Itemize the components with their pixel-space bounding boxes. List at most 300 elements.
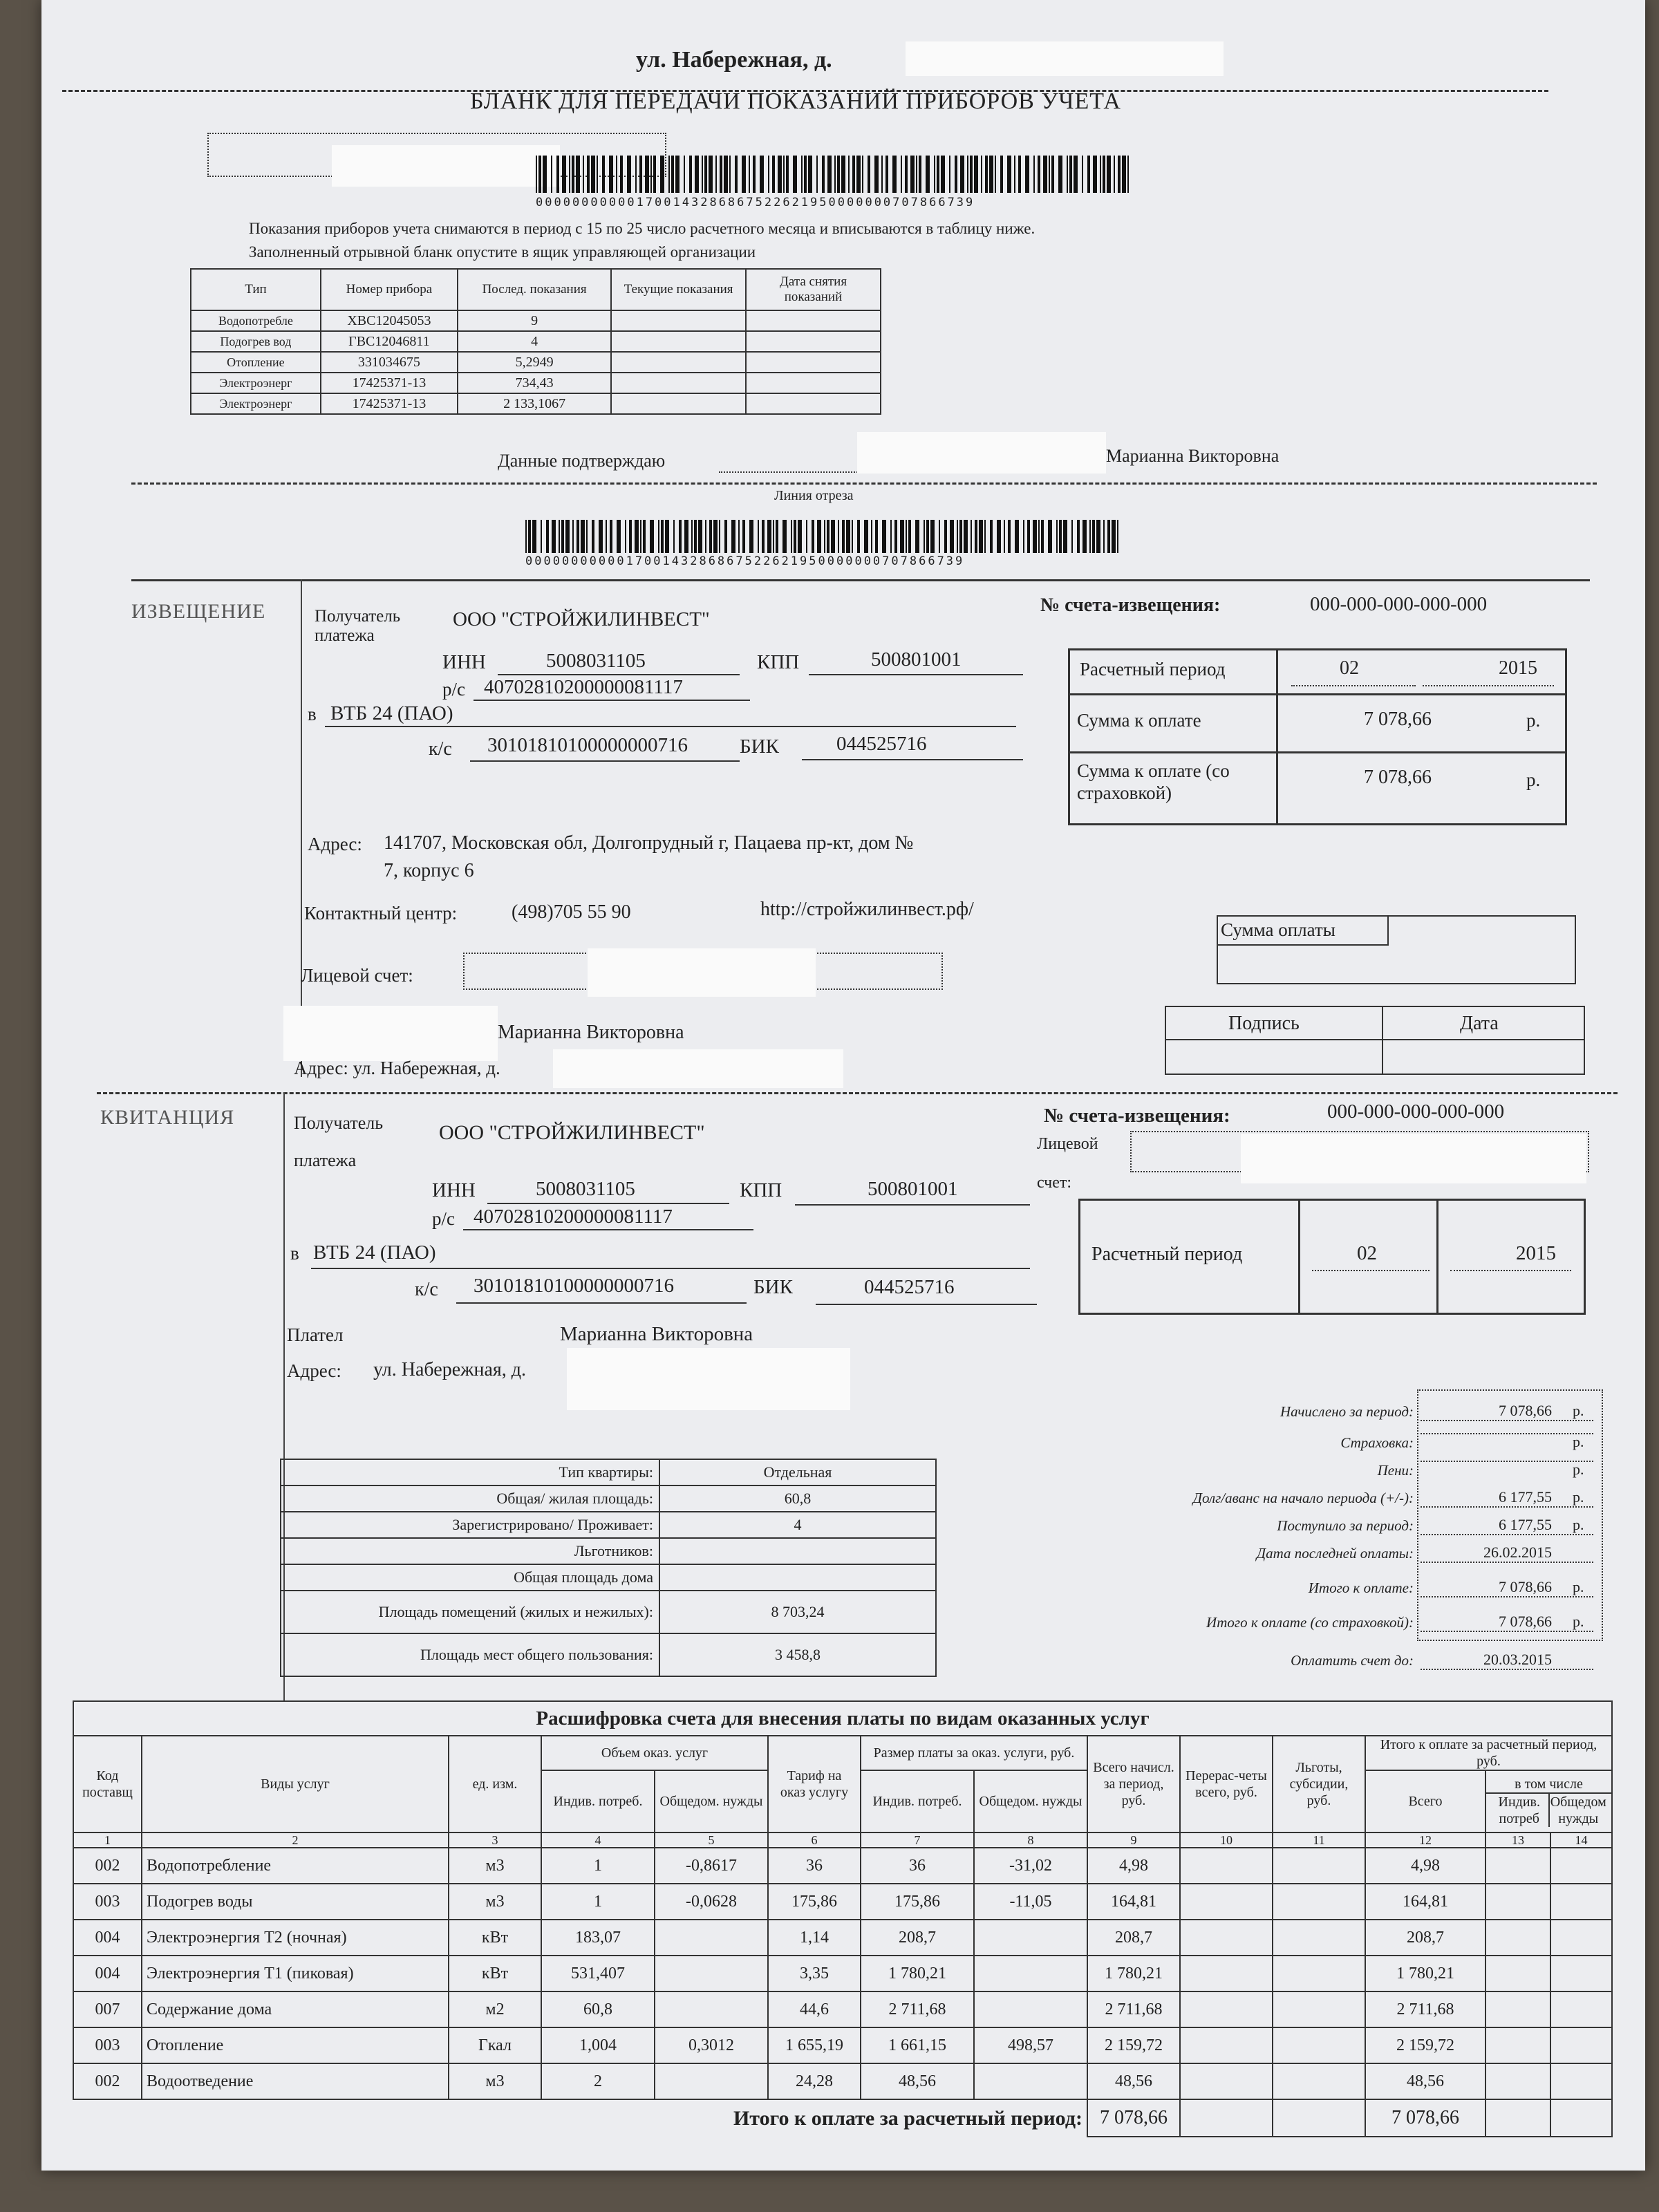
service-name: Отопление [142,2027,449,2063]
notice-rs-label: р/с [442,679,465,700]
service-cell [974,1956,1087,1991]
meter-input-cell[interactable] [746,393,881,414]
accrual-label: Оплатить счет до: [1291,1652,1414,1669]
h-benefit: Льготы, субсидии, руб. [1273,1736,1365,1833]
flat-info-value: 8 703,24 [659,1591,936,1633]
receipt-recipient-label-2: платежа [294,1150,357,1170]
accrual-label: Дата последней оплаты: [1256,1545,1414,1562]
meter-input-cell[interactable] [746,331,881,352]
column-number: 14 [1550,1833,1612,1848]
service-cell: 1 [541,1848,655,1884]
notice-website[interactable]: http://стройжилинвест.рф/ [760,899,974,920]
signature-field[interactable] [1168,1040,1379,1071]
column-number: 8 [974,1833,1087,1848]
service-cell [1180,2027,1273,2063]
accrual-label: Итого к оплате (со страховкой): [1206,1614,1414,1631]
services-title: Расшифровка счета для внесения платы по видам оказанных услуг [73,1701,1612,1736]
date-field[interactable] [1385,1040,1581,1071]
notice-top-border [131,579,1590,581]
receipt-cut-line [97,1092,1618,1094]
barcode-number-middle: 000000000001700143286867522621950000000707866739 [525,554,965,568]
service-cell [1550,1956,1612,1991]
service-cell: 2 711,68 [1365,1991,1485,2027]
meter-input-cell[interactable] [746,352,881,373]
service-cell: м2 [449,1991,541,2027]
meters-header-current: Текущие показания [611,269,746,310]
service-cell: 2 711,68 [1087,1991,1180,2027]
flat-info-row [281,1564,936,1591]
notice-kpp: 500801001 [871,648,962,671]
notice-inn: 5008031105 [546,650,646,672]
redacted-personal-account [588,948,816,997]
accrual-label: Пени: [1377,1462,1414,1479]
flat-info-value [659,1564,936,1591]
meter-cell: 9 [458,310,611,331]
notice-period-month: 02 [1340,657,1359,679]
service-cell [974,1991,1087,2027]
accrual-value: 26.02.2015 [1421,1544,1593,1563]
service-cell [1180,1991,1273,2027]
receipt-recipient: ООО "СТРОЙЖИЛИНВЕСТ" [439,1121,705,1144]
notice-period-year-line [1423,685,1554,686]
h-pay: Размер платы за оказ. услуги, руб. [861,1736,1087,1770]
flat-info-row [281,1538,936,1564]
receipt-period-year-line [1450,1270,1571,1271]
street-header: ул. Набережная, д. [636,47,832,73]
service-cell: 24,28 [768,2063,861,2099]
notice-sums-box [1068,648,1567,825]
meter-cell: 17425371-13 [321,373,458,393]
service-cell: 208,7 [1087,1920,1180,1956]
service-cell [1485,1920,1550,1956]
redacted-payer-house [553,1049,843,1088]
service-row [73,1956,1612,1991]
flat-info-label: Льготников: [281,1538,659,1564]
accrual-value: 6 177,55 [1421,1516,1593,1535]
flat-info-value: 4 [659,1512,936,1538]
service-cell: 1 [541,1884,655,1920]
service-cell [1273,2063,1365,2099]
service-row [73,1848,1612,1884]
confirm-name: Марианна Викторовна [1106,446,1280,466]
column-number: 13 [1485,1833,1550,1848]
meter-cell: Электроэнерг [191,373,321,393]
service-cell [1485,1848,1550,1884]
accrual-label: Долг/аванс на начало периода (+/-): [1192,1490,1414,1506]
redacted-address [332,145,560,187]
receipt-account-no: 000-000-000-000-000 [1327,1100,1505,1123]
meter-input-cell[interactable] [611,373,746,393]
service-name: Электроэнергия Т2 (ночная) [142,1920,449,1956]
notice-payer-name: Марианна Викторовна [498,1022,684,1043]
service-cell: 3,35 [768,1956,861,1991]
service-cell: 004 [73,1956,142,1991]
service-cell: м3 [449,1848,541,1884]
service-cell: 48,56 [1087,2063,1180,2099]
notice-sum-ins: 7 078,66 [1364,767,1432,788]
receipt-bank-prefix: в [290,1243,299,1264]
service-cell: 36 [861,1848,974,1884]
receipt-section-label: КВИТАНЦИЯ [100,1106,235,1129]
receipt-personal-account-label-1: Лицевой [1037,1135,1098,1153]
service-cell: 1 780,21 [1087,1956,1180,1991]
service-cell: 44,6 [768,1991,861,2027]
receipt-bank: ВТБ 24 (ПАО) [313,1241,436,1264]
notice-address-label: Адрес: [308,834,362,854]
flat-info-label: Зарегистрировано/ Проживает: [281,1512,659,1538]
cut-line [131,482,1597,485]
service-cell: 208,7 [1365,1920,1485,1956]
service-cell [1273,1920,1365,1956]
h-code: Код поставщ [73,1736,142,1833]
accrual-value: 7 078,66 [1421,1613,1593,1632]
service-name: Электроэнергия Т1 (пиковая) [142,1956,449,1991]
notice-ks: 30101810100000000716 [487,734,688,756]
signature-date-box [1165,1006,1585,1075]
paid-sum-box[interactable] [1217,915,1576,984]
service-cell: -31,02 [974,1848,1087,1884]
notice-inn-label: ИНН [442,651,486,673]
service-cell [1180,1920,1273,1956]
h-due-common: Общедом нужды [1548,1794,1608,1827]
flat-info-value: 60,8 [659,1485,936,1512]
h-vol-ind: Индив. потреб. [541,1770,655,1833]
service-cell: 2 159,72 [1087,2027,1180,2063]
accrual-value: 20.03.2015 [1421,1651,1593,1670]
service-cell: 60,8 [541,1991,655,2027]
receipt-ks-label: к/с [415,1279,438,1300]
accrual-label: Поступило за период: [1277,1517,1414,1534]
receipt-bik-underline [816,1304,1037,1305]
service-row [73,2063,1612,2099]
service-cell: кВт [449,1956,541,1991]
notice-bik-underline [802,759,1023,760]
service-cell: 002 [73,2063,142,2099]
notice-bank: ВТБ 24 (ПАО) [330,702,453,724]
flat-info-value [659,1538,936,1564]
h-incl [1485,1770,1612,1833]
service-cell: м3 [449,1884,541,1920]
h-name: Виды услуг [142,1736,449,1833]
meter-input-cell[interactable] [746,310,881,331]
meters-header-number: Номер прибора [321,269,458,310]
receipt-inn-underline [487,1203,729,1204]
meter-cell: 5,2949 [458,352,611,373]
receipt-bik: 044525716 [864,1276,955,1298]
service-row [73,1884,1612,1920]
notice-ks-underline [470,760,740,762]
notice-rs: 40702810200000081117 [484,676,683,698]
column-number: 1 [73,1833,142,1848]
service-cell: 1 655,19 [768,2027,861,2063]
service-name: Подогрев воды [142,1884,449,1920]
accrual-currency: р. [1573,1461,1584,1478]
accrual-label: Страховка: [1340,1434,1414,1451]
service-name: Содержание дома [142,1991,449,2027]
service-cell: 002 [73,1848,142,1884]
service-cell [1273,1991,1365,2027]
meters-header-last: Послед. показания [458,269,611,310]
meter-input-cell[interactable] [611,393,746,414]
accrual-currency: р. [1573,1402,1584,1419]
notice-bank-prefix: в [308,704,317,724]
meter-cell: ГВС12046811 [321,331,458,352]
receipt-inn: 5008031105 [536,1178,635,1200]
flat-info-row [281,1633,936,1676]
service-cell [655,1956,768,1991]
notice-recipient: ООО "СТРОЙЖИЛИНВЕСТ" [453,608,710,630]
receipt-period-label: Расчетный период [1091,1244,1243,1265]
paid-sum-label: Сумма оплаты [1221,919,1335,940]
accrual-value: 7 078,66 [1421,1402,1593,1421]
meter-row [191,352,881,373]
meter-input-cell[interactable] [611,310,746,331]
service-cell: -0,0628 [655,1884,768,1920]
service-cell [655,2063,768,2099]
meter-cell: 17425371-13 [321,393,458,414]
service-cell [1180,1884,1273,1920]
service-cell: 003 [73,1884,142,1920]
service-cell: 208,7 [861,1920,974,1956]
service-cell [974,1920,1087,1956]
service-cell: 175,86 [861,1884,974,1920]
accrual-currency: р. [1573,1433,1584,1450]
receipt-rs-label: р/с [432,1208,455,1229]
notice-bank-underline [325,726,1016,727]
service-name: Водопотребление [142,1848,449,1884]
service-cell [1180,1956,1273,1991]
h-recalc: Перерас-четы всего, руб. [1180,1736,1273,1833]
notice-address-2: 7, корпус 6 [384,860,474,881]
meter-cell: Водопотребле [191,310,321,331]
instruction-1: Показания приборов учета снимаются в период с 15 по 25 число расчетного месяца и вписываются в таблицу ниже. [249,220,1035,237]
column-number: 4 [541,1833,655,1848]
barcode-number-top: 000000000001700143286867522621950000000707866739 [536,196,975,209]
service-cell: 1 661,15 [861,2027,974,2063]
service-cell: кВт [449,1920,541,1956]
receipt-account-no-label: № счета-извещения: [1044,1105,1230,1127]
h-volume: Объем оказ. услуг [541,1736,768,1770]
total-label: Итого к оплате за расчетный период: [733,2106,1082,2130]
accrual-currency: р. [1573,1578,1584,1595]
signature-label: Подпись [1228,1013,1300,1034]
meter-row [191,393,881,414]
service-cell [655,1920,768,1956]
notice-inn-underline [498,674,740,675]
service-cell [1550,1920,1612,1956]
meter-cell: Отопление [191,352,321,373]
meter-cell: ХВС12045053 [321,310,458,331]
column-number: 2 [142,1833,449,1848]
service-cell: 1 780,21 [1365,1956,1485,1991]
receipt-payer-name: Марианна Викторовна [560,1323,753,1345]
notice-sum: 7 078,66 [1364,709,1432,730]
service-cell: -0,8617 [655,1848,768,1884]
notice-contact-label: Контактный центр: [304,903,458,924]
service-name: Водоотведение [142,2063,449,2099]
column-number: 6 [768,1833,861,1848]
services-table [73,1700,1613,2137]
receipt-payer-label: Плател [287,1324,344,1345]
flat-info-value: Отдельная [659,1459,936,1485]
service-cell: 4,98 [1365,1848,1485,1884]
meter-row [191,373,881,393]
notice-period-month-line [1291,685,1416,686]
notice-account-no: 000-000-000-000-000 [1310,593,1488,615]
service-cell [1485,2027,1550,2063]
redacted-surname [857,432,1106,474]
notice-period-label: Расчетный период [1080,659,1226,679]
h-total-acc: Всего начисл. за период, руб. [1087,1736,1180,1833]
notice-bik-label: БИК [740,735,779,758]
meter-readings-table [190,268,881,415]
meter-input-cell[interactable] [611,352,746,373]
receipt-bik-label: БИК [753,1276,793,1298]
notice-kpp-underline [809,674,1023,675]
service-cell: 2 [541,2063,655,2099]
flat-info-row [281,1459,936,1485]
receipt-kpp-label: КПП [740,1179,782,1201]
flat-info-value: 3 458,8 [659,1633,936,1676]
service-cell [1485,1884,1550,1920]
service-cell [1550,1848,1612,1884]
column-number: 10 [1180,1833,1273,1848]
service-cell: 531,407 [541,1956,655,1991]
h-due-ind: Индив. потреб [1498,1794,1540,1826]
accrual-currency: р. [1573,1516,1584,1533]
receipt-address-label: Адрес: [287,1360,341,1381]
flat-info-table [280,1459,937,1677]
total-due: 7 078,66 [1365,2099,1485,2137]
h-pay-common: Общедом. нужды [974,1770,1087,1833]
service-cell [974,2063,1087,2099]
notice-sum-currency: р. [1526,710,1541,731]
meter-input-cell[interactable] [611,331,746,352]
confirm-label: Данные подтверждаю [498,451,666,471]
service-cell [1273,1884,1365,1920]
accrual-label: Начислено за период: [1280,1403,1414,1420]
column-number: 12 [1365,1833,1485,1848]
notice-contact-phone: (498)705 55 90 [512,901,631,923]
h-due: Итого к оплате за расчетный период, руб. [1365,1736,1612,1770]
service-cell: 36 [768,1848,861,1884]
accrual-currency: р. [1573,1613,1584,1630]
notice-sum-ins-label: Сумма к оплате (со страховкой) [1077,760,1230,803]
receipt-rs: 40702810200000081117 [474,1206,673,1228]
flat-info-label: Общая площадь дома [281,1564,659,1591]
receipt-kpp: 500801001 [868,1178,958,1200]
notice-kpp-label: КПП [757,651,800,673]
instruction-2: Заполненный отрывной бланк опустите в ящик управляющей организации [249,243,756,261]
accrual-currency: р. [1573,1488,1584,1506]
notice-address: 141707, Московская обл, Долгопрудный г, Пацаева пр-кт, дом № [384,832,914,854]
service-cell: 003 [73,2027,142,2063]
service-cell: м3 [449,2063,541,2099]
service-cell: 0,3012 [655,2027,768,2063]
service-cell: 48,56 [1365,2063,1485,2099]
redacted-payer-surname [283,1006,498,1061]
h-due-total: Всего [1365,1770,1485,1833]
total-accrued: 7 078,66 [1087,2099,1180,2137]
accruals-dotted-box [1417,1389,1603,1641]
meter-cell: 2 133,1067 [458,393,611,414]
service-cell: 2 711,68 [861,1991,974,2027]
meter-cell: Подогрев вод [191,331,321,352]
service-cell: 1,14 [768,1920,861,1956]
service-cell: 164,81 [1087,1884,1180,1920]
service-cell: 498,57 [974,2027,1087,2063]
meters-header-type: Тип [191,269,321,310]
receipt-period-month: 02 [1357,1242,1377,1264]
meter-cell: Электроэнерг [191,393,321,414]
service-cell [655,1991,768,2027]
redacted-house [906,41,1224,76]
h-unit: ед. изм. [449,1736,541,1833]
service-cell: 175,86 [768,1884,861,1920]
service-cell [1550,1884,1612,1920]
service-cell [1550,2027,1612,2063]
flat-info-label: Площадь помещений (жилых и нежилых): [281,1591,659,1633]
service-cell: 1 780,21 [861,1956,974,1991]
service-cell: 004 [73,1920,142,1956]
service-cell [1273,1848,1365,1884]
h-incl-label: в том числе [1486,1776,1611,1794]
service-row [73,2027,1612,2063]
notice-sum-label: Сумма к оплате [1077,710,1201,731]
receipt-rs-underline [463,1229,753,1230]
receipt-ks-underline [456,1302,747,1304]
service-cell [1485,2063,1550,2099]
service-cell [1180,1848,1273,1884]
receipt-period-month-line [1312,1270,1430,1271]
service-cell: 1,004 [541,2027,655,2063]
service-cell: Гкал [449,2027,541,2063]
service-cell: 183,07 [541,1920,655,1956]
notice-account-no-label: № счета-извещения: [1040,594,1221,616]
meter-cell: 734,43 [458,373,611,393]
service-cell: 2 159,72 [1365,2027,1485,2063]
column-number: 11 [1273,1833,1365,1848]
receipt-period-year: 2015 [1516,1242,1556,1264]
notice-personal-account-label: Лицевой счет: [301,965,413,986]
accrual-value: 6 177,55 [1421,1488,1593,1508]
barcode-top [536,156,1130,201]
receipt-address: ул. Набережная, д. [373,1359,527,1380]
service-cell: 164,81 [1365,1884,1485,1920]
notice-ks-label: к/с [429,738,452,760]
meter-row [191,331,881,352]
service-cell [1550,2063,1612,2099]
service-row [73,1991,1612,2027]
notice-section-label: ИЗВЕЩЕНИЕ [131,600,266,623]
redacted-receipt-house [567,1348,850,1410]
notice-bik: 044525716 [836,733,927,755]
service-cell: 4,98 [1087,1848,1180,1884]
receipt-bank-underline [311,1268,1030,1269]
meter-cell: 331034675 [321,352,458,373]
flat-info-label: Общая/ жилая площадь: [281,1485,659,1512]
column-number: 3 [449,1833,541,1848]
notice-left-divider [301,579,302,1077]
receipt-inn-label: ИНН [432,1179,476,1201]
h-vol-common: Общедом. нужды [655,1770,768,1833]
service-cell: 007 [73,1991,142,2027]
service-cell [1485,1991,1550,2027]
service-cell: 48,56 [861,2063,974,2099]
flat-info-row [281,1485,936,1512]
meter-input-cell[interactable] [746,373,881,393]
service-cell [1180,2063,1273,2099]
